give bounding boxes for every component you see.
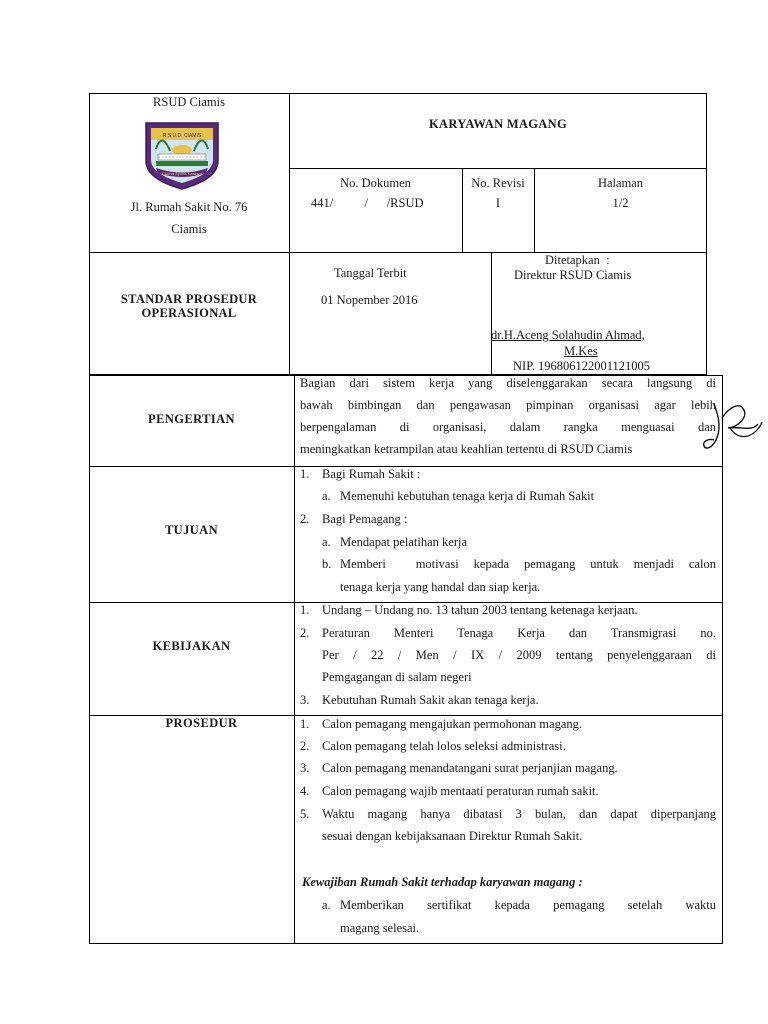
- kebijakan-item-2-line-2: Per / 22 / Men / IX / 2009 tentang penyelenggaraan di: [322, 648, 716, 662]
- address-line-2: Ciamis: [171, 222, 207, 236]
- pengertian-label: PENGERTIAN: [148, 412, 235, 426]
- no-revisi-value: I: [495, 196, 501, 210]
- prosedur-label: PROSEDUR: [165, 716, 238, 730]
- address-line-1: Jl. Rumah Sakit No. 76: [130, 200, 248, 214]
- kebijakan-item-3: Kebutuhan Rumah Sakit akan tenaga kerja.: [322, 693, 539, 707]
- org-name: RSUD Ciamis: [153, 95, 225, 109]
- tujuan-item-1a-letter: a.: [322, 489, 331, 503]
- prosedur-step-4-number: 4.: [300, 784, 310, 798]
- tujuan-label: TUJUAN: [164, 523, 219, 537]
- kewajiban-item-a-line-1: Memberikan sertifikat kepada pemagang setelah waktu: [340, 898, 716, 912]
- prosedur-step-5-number: 5.: [300, 807, 310, 821]
- prosedur-step-1: Calon pemagang mengajukan permohonan magang.: [322, 717, 582, 731]
- tujuan-item-2b-letter: b.: [322, 557, 332, 571]
- content-divider: [294, 375, 295, 944]
- ditetapkan-by: Direktur RSUD Ciamis: [514, 268, 632, 282]
- header-divider: [289, 168, 707, 169]
- tujuan-item-1: Bagi Rumah Sakit :: [322, 467, 421, 481]
- document-title: KARYAWAN MAGANG: [429, 117, 567, 131]
- kebijakan-item-2-line-1: Peraturan Menteri Tenaga Kerja dan Transmigrasi no.: [322, 626, 716, 640]
- tujuan-item-2b-line-1: Memberi motivasi kepada pemagang untuk menjadi calon: [340, 557, 716, 571]
- ditetapkan-label: Ditetapkan :: [545, 253, 610, 267]
- signer-name-line-1: dr.H.Aceng Solahudin Ahmad,: [491, 328, 645, 342]
- halaman-value: 1/2: [612, 196, 629, 210]
- signer-name-line-2: M.Kes: [564, 344, 598, 358]
- tanggal-terbit-value: 01 Nopember 2016: [321, 293, 418, 307]
- logo-motto: Ciamis Ayuna Kasinya: [162, 171, 202, 176]
- header-divider: [89, 252, 707, 253]
- kebijakan-item-1: Undang – Undang no. 13 tahun 2003 tentang ketenaga kerjaan.: [322, 603, 638, 617]
- no-revisi-label: No. Revisi: [471, 176, 525, 190]
- logo-ribbon-text: R.S.U.D. CIAMIS: [162, 133, 202, 139]
- prosedur-step-2-number: 2.: [300, 739, 310, 753]
- kebijakan-item-2-line-3: Pemgagangan di salam negeri: [322, 670, 472, 684]
- kebijakan-item-3-number: 3.: [300, 693, 310, 707]
- kewajiban-item-a-line-2: magang selesai.: [340, 921, 420, 935]
- tanggal-terbit-label: Tanggal Terbit: [334, 266, 407, 280]
- header-divider: [491, 252, 492, 375]
- pengertian-line-2: bawah bimbingan dan pengawasan pimpinan organisasi agar lebih: [300, 398, 716, 412]
- tujuan-item-2a-letter: a.: [322, 535, 331, 549]
- signer-nip: NIP. 196806122001121005: [513, 359, 651, 373]
- tujuan-item-1a: Memenuhi kebutuhan tenaga kerja di Rumah Sakit: [340, 489, 595, 503]
- halaman-label: Halaman: [597, 176, 644, 190]
- tujuan-item-1-number: 1.: [300, 467, 310, 481]
- tujuan-item-2: Bagi Pemagang :: [322, 512, 408, 526]
- prosedur-step-5-line-2: sesuai dengan kebijaksanaan Direktur Rumah Sakit.: [322, 829, 583, 843]
- signature-scribble: [700, 398, 764, 460]
- tujuan-item-2a: Mendapat pelatihan kerja: [340, 535, 468, 549]
- prosedur-step-5-line-1: Waktu magang hanya dibatasi 3 bulan, dan dapat diperpanjang: [322, 807, 716, 821]
- no-dokumen-label: No. Dokumen: [340, 176, 411, 190]
- prosedur-step-1-number: 1.: [300, 717, 310, 731]
- kewajiban-heading: Kewajiban Rumah Sakit terhadap karyawan magang :: [302, 875, 583, 889]
- pengertian-line-4: meningkatkan ketrampilan atau keahlian tertentu di RSUD Ciamis: [300, 442, 633, 456]
- pengertian-line-3: berpengalaman di organisasi, dalam rangka menguasai dan: [300, 420, 716, 434]
- hospital-logo: [142, 117, 222, 191]
- tujuan-item-2-number: 2.: [300, 512, 310, 526]
- sop-title-line-1: STANDAR PROSEDUR: [120, 292, 258, 306]
- prosedur-step-4: Calon pemagang wajib mentaati peraturan rumah sakit.: [322, 784, 599, 798]
- prosedur-step-3-number: 3.: [300, 761, 310, 775]
- sop-title-line-2: OPERASIONAL: [141, 306, 237, 320]
- prosedur-step-2: Calon pemagang telah lolos seleksi administrasi.: [322, 739, 566, 753]
- kewajiban-item-a-letter: a.: [322, 898, 331, 912]
- pengertian-line-1: Bagian dari sistem kerja yang diselenggarakan secara langsung di: [300, 376, 716, 390]
- no-dokumen-value: 441/ / /RSUD: [311, 196, 424, 210]
- header-divider: [289, 93, 290, 375]
- kebijakan-item-1-number: 1.: [300, 603, 310, 617]
- tujuan-item-2b-line-2: tenaga kerja yang handal dan siap kerja.: [340, 580, 541, 594]
- prosedur-step-3: Calon pemagang menandatangani surat perjanjian magang.: [322, 761, 618, 775]
- kebijakan-item-2-number: 2.: [300, 626, 310, 640]
- kebijakan-label: KEBIJAKAN: [152, 639, 231, 653]
